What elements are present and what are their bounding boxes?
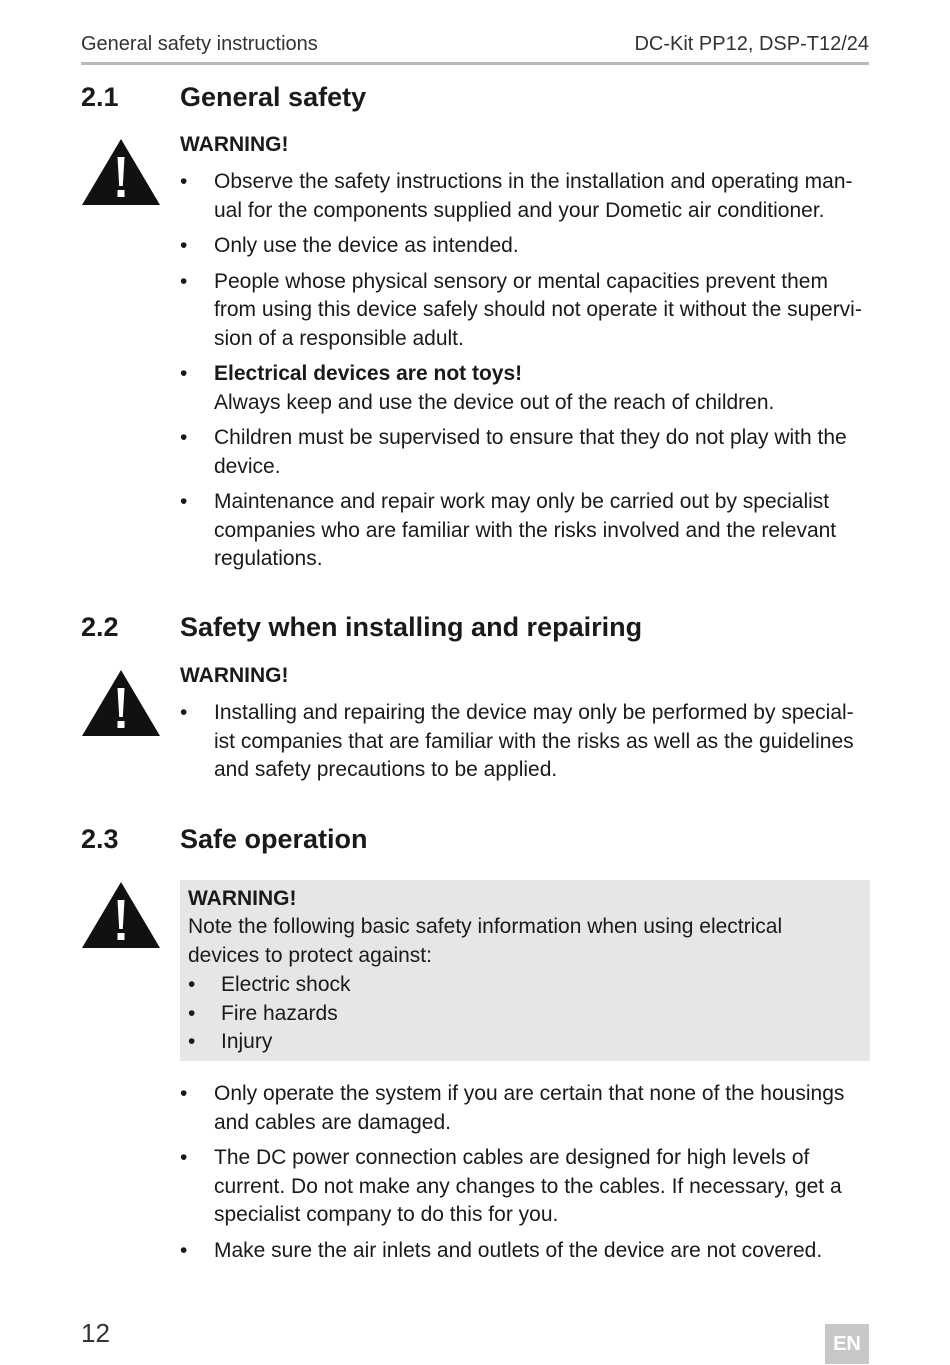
section-title: General safety [180,82,367,112]
warning-text: Note the following basic safety information when using electrical devices to protect against: [188,915,783,967]
warning-triangle-icon [81,668,161,738]
warning-label: WARNING! [188,887,297,910]
running-header-title: General safety instructions [81,33,318,55]
section-number: 2.2 [81,612,119,642]
list-item: • Observe the safety instructions in the installation and operating man-ual for the components supplied and your Dometic air conditioner. [180,168,870,225]
section-number: 2.1 [81,82,119,112]
page-number: 12 [81,1318,110,1348]
list-item: • Electric shock [188,971,351,1000]
running-header-product: DC-Kit PP12, DSP-T12/24 [634,33,869,55]
list-item: • Maintenance and repair work may only be carried out by specialist companies who are familiar with the risks involved and the relevant regulations. [180,488,870,574]
list-item: • Injury [188,1028,351,1057]
warning-label: WARNING! [180,133,289,156]
warning-label: WARNING! [180,664,289,687]
list-item: • The DC power connection cables are designed for high levels of current. Do not make any changes to the cables. If necessary, get a specialist company to do this for you. [180,1144,870,1230]
general-safety-list [180,168,870,581]
installing-safety-list [180,699,870,792]
list-item: • Only operate the system if you are certain that none of the housings and cables are damaged. [180,1080,870,1137]
list-item: • Installing and repairing the device may only be performed by special-ist companies that are familiar with the risks as well as the guidelines and safety precautions to be applied. [180,699,870,785]
header-divider [81,62,869,65]
warning-triangle-icon [81,880,161,950]
emphasis-text: • Electrical devices are not toys! [214,362,523,385]
list-item: • Make sure the air inlets and outlets of the device are not covered. [180,1237,870,1266]
warning-box [180,880,870,1061]
list-item [180,360,870,417]
language-badge: EN [825,1324,869,1364]
section-number: 2.3 [81,824,119,854]
warning-triangle-icon [81,137,161,207]
list-item: • Children must be supervised to ensure that they do not play with the device. [180,424,870,481]
list-item-text: Always keep and use the device out of the reach of children. [214,390,775,414]
list-item: • Fire hazards [188,1000,351,1029]
hazard-list [188,971,351,1057]
operation-safety-list [180,1080,870,1272]
list-item: • People whose physical sensory or mental capacities prevent them from using this device safely should not operate it without the supervi-sion of a responsible adult. [180,268,870,354]
list-item: • Only use the device as intended. [180,232,870,261]
section-title: Safety when installing and repairing [180,612,643,642]
section-title: Safe operation [180,824,368,854]
